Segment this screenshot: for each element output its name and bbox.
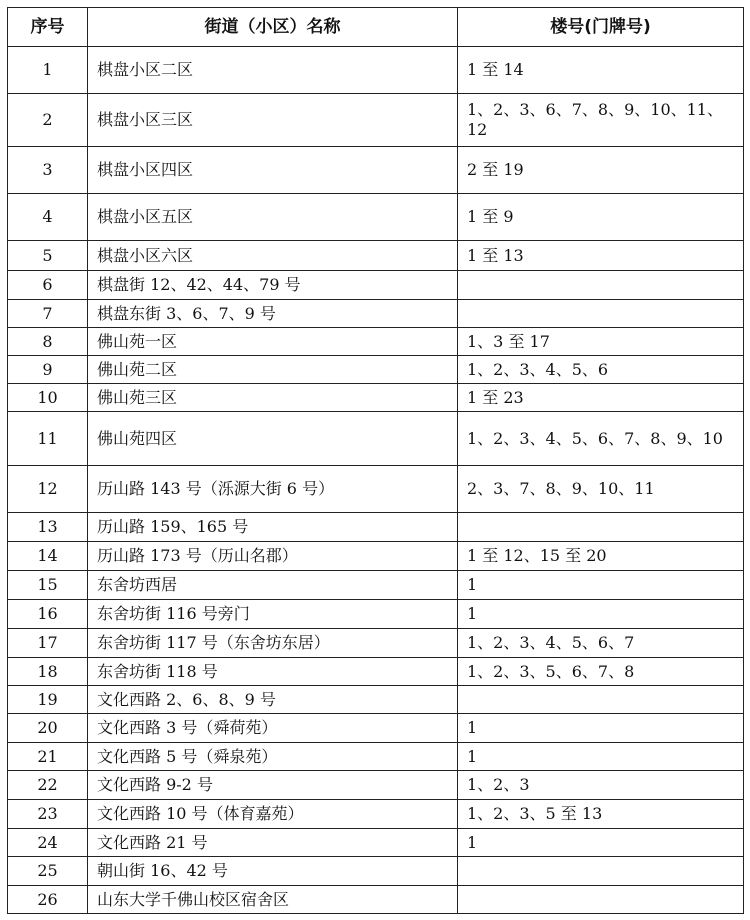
row-buildings: 1、2、3、6、7、8、9、10、11、12	[458, 94, 744, 147]
row-index: 8	[8, 328, 88, 356]
row-buildings: 1	[458, 714, 744, 743]
row-index: 15	[8, 571, 88, 600]
row-index: 5	[8, 241, 88, 271]
row-buildings: 1、2、3、4、5、6、7、8、9、10	[458, 412, 744, 466]
row-index: 6	[8, 271, 88, 300]
row-index: 25	[8, 857, 88, 886]
row-buildings	[458, 686, 744, 714]
row-index: 1	[8, 47, 88, 94]
row-name: 文化西路 9-2 号	[88, 771, 458, 800]
row-name: 棋盘小区二区	[88, 47, 458, 94]
row-index: 7	[8, 300, 88, 328]
row-buildings: 2 至 19	[458, 147, 744, 194]
row-name: 佛山苑二区	[88, 356, 458, 384]
row-buildings: 1	[458, 600, 744, 629]
table-row	[8, 47, 744, 94]
header-index: 序号	[8, 8, 88, 47]
row-buildings: 1 至 9	[458, 194, 744, 241]
row-index: 21	[8, 743, 88, 771]
row-index: 22	[8, 771, 88, 800]
row-buildings: 1 至 14	[458, 47, 744, 94]
row-buildings	[458, 271, 744, 300]
table-row	[8, 356, 744, 384]
row-index: 26	[8, 886, 88, 914]
row-index: 19	[8, 686, 88, 714]
table-row	[8, 686, 744, 714]
table-row	[8, 829, 744, 857]
row-index: 24	[8, 829, 88, 857]
row-index: 12	[8, 466, 88, 513]
row-buildings	[458, 857, 744, 886]
header-row	[8, 8, 744, 47]
row-index: 3	[8, 147, 88, 194]
header-buildings: 楼号(门牌号)	[458, 8, 744, 47]
row-name: 文化西路 3 号（舜荷苑）	[88, 714, 458, 743]
row-name: 东舍坊街 116 号旁门	[88, 600, 458, 629]
row-index: 4	[8, 194, 88, 241]
row-buildings: 1、2、3、5、6、7、8	[458, 658, 744, 686]
row-name: 文化西路 5 号（舜泉苑）	[88, 743, 458, 771]
row-index: 2	[8, 94, 88, 147]
table-row	[8, 412, 744, 466]
row-name: 棋盘小区六区	[88, 241, 458, 271]
row-name: 东舍坊西居	[88, 571, 458, 600]
row-buildings	[458, 513, 744, 542]
row-name: 佛山苑一区	[88, 328, 458, 356]
row-index: 11	[8, 412, 88, 466]
row-buildings: 2、3、7、8、9、10、11	[458, 466, 744, 513]
row-buildings	[458, 300, 744, 328]
table-row	[8, 658, 744, 686]
table-row	[8, 571, 744, 600]
table-row	[8, 886, 744, 914]
row-name: 山东大学千佛山校区宿舍区	[88, 886, 458, 914]
row-name: 棋盘小区三区	[88, 94, 458, 147]
table-row	[8, 384, 744, 412]
row-buildings	[458, 886, 744, 914]
row-buildings: 1、2、3、4、5、6	[458, 356, 744, 384]
row-name: 棋盘小区四区	[88, 147, 458, 194]
table-body	[8, 47, 744, 914]
row-name: 历山路 159、165 号	[88, 513, 458, 542]
table-row	[8, 857, 744, 886]
row-name: 历山路 143 号（泺源大街 6 号）	[88, 466, 458, 513]
table-row	[8, 300, 744, 328]
row-buildings: 1	[458, 743, 744, 771]
table-row	[8, 94, 744, 147]
row-buildings: 1 至 12、15 至 20	[458, 542, 744, 571]
row-index: 18	[8, 658, 88, 686]
header-name: 街道（小区）名称	[88, 8, 458, 47]
row-index: 20	[8, 714, 88, 743]
row-index: 9	[8, 356, 88, 384]
table-row	[8, 513, 744, 542]
row-buildings: 1、2、3、5 至 13	[458, 800, 744, 829]
table-row	[8, 147, 744, 194]
table-row	[8, 271, 744, 300]
row-buildings: 1、2、3、4、5、6、7	[458, 629, 744, 658]
row-index: 13	[8, 513, 88, 542]
row-index: 16	[8, 600, 88, 629]
row-name: 佛山苑三区	[88, 384, 458, 412]
table-row	[8, 542, 744, 571]
row-index: 10	[8, 384, 88, 412]
district-table	[7, 7, 744, 914]
row-name: 朝山街 16、42 号	[88, 857, 458, 886]
table-row	[8, 714, 744, 743]
row-buildings: 1	[458, 571, 744, 600]
row-name: 历山路 173 号（历山名郡）	[88, 542, 458, 571]
table-row	[8, 328, 744, 356]
row-name: 棋盘小区五区	[88, 194, 458, 241]
table-row	[8, 600, 744, 629]
row-name: 文化西路 21 号	[88, 829, 458, 857]
row-name: 棋盘东街 3、6、7、9 号	[88, 300, 458, 328]
row-buildings: 1	[458, 829, 744, 857]
row-name: 东舍坊街 118 号	[88, 658, 458, 686]
table-row	[8, 241, 744, 271]
row-buildings: 1 至 23	[458, 384, 744, 412]
row-index: 17	[8, 629, 88, 658]
row-buildings: 1、2、3	[458, 771, 744, 800]
table-row	[8, 194, 744, 241]
table-row	[8, 771, 744, 800]
row-index: 14	[8, 542, 88, 571]
row-index: 23	[8, 800, 88, 829]
row-name: 文化西路 2、6、8、9 号	[88, 686, 458, 714]
table-row	[8, 629, 744, 658]
row-name: 棋盘街 12、42、44、79 号	[88, 271, 458, 300]
table-row	[8, 743, 744, 771]
row-buildings: 1 至 13	[458, 241, 744, 271]
row-name: 东舍坊街 117 号（东舍坊东居）	[88, 629, 458, 658]
table-row	[8, 466, 744, 513]
row-name: 佛山苑四区	[88, 412, 458, 466]
table-row	[8, 800, 744, 829]
row-buildings: 1、3 至 17	[458, 328, 744, 356]
row-name: 文化西路 10 号（体育嘉苑）	[88, 800, 458, 829]
